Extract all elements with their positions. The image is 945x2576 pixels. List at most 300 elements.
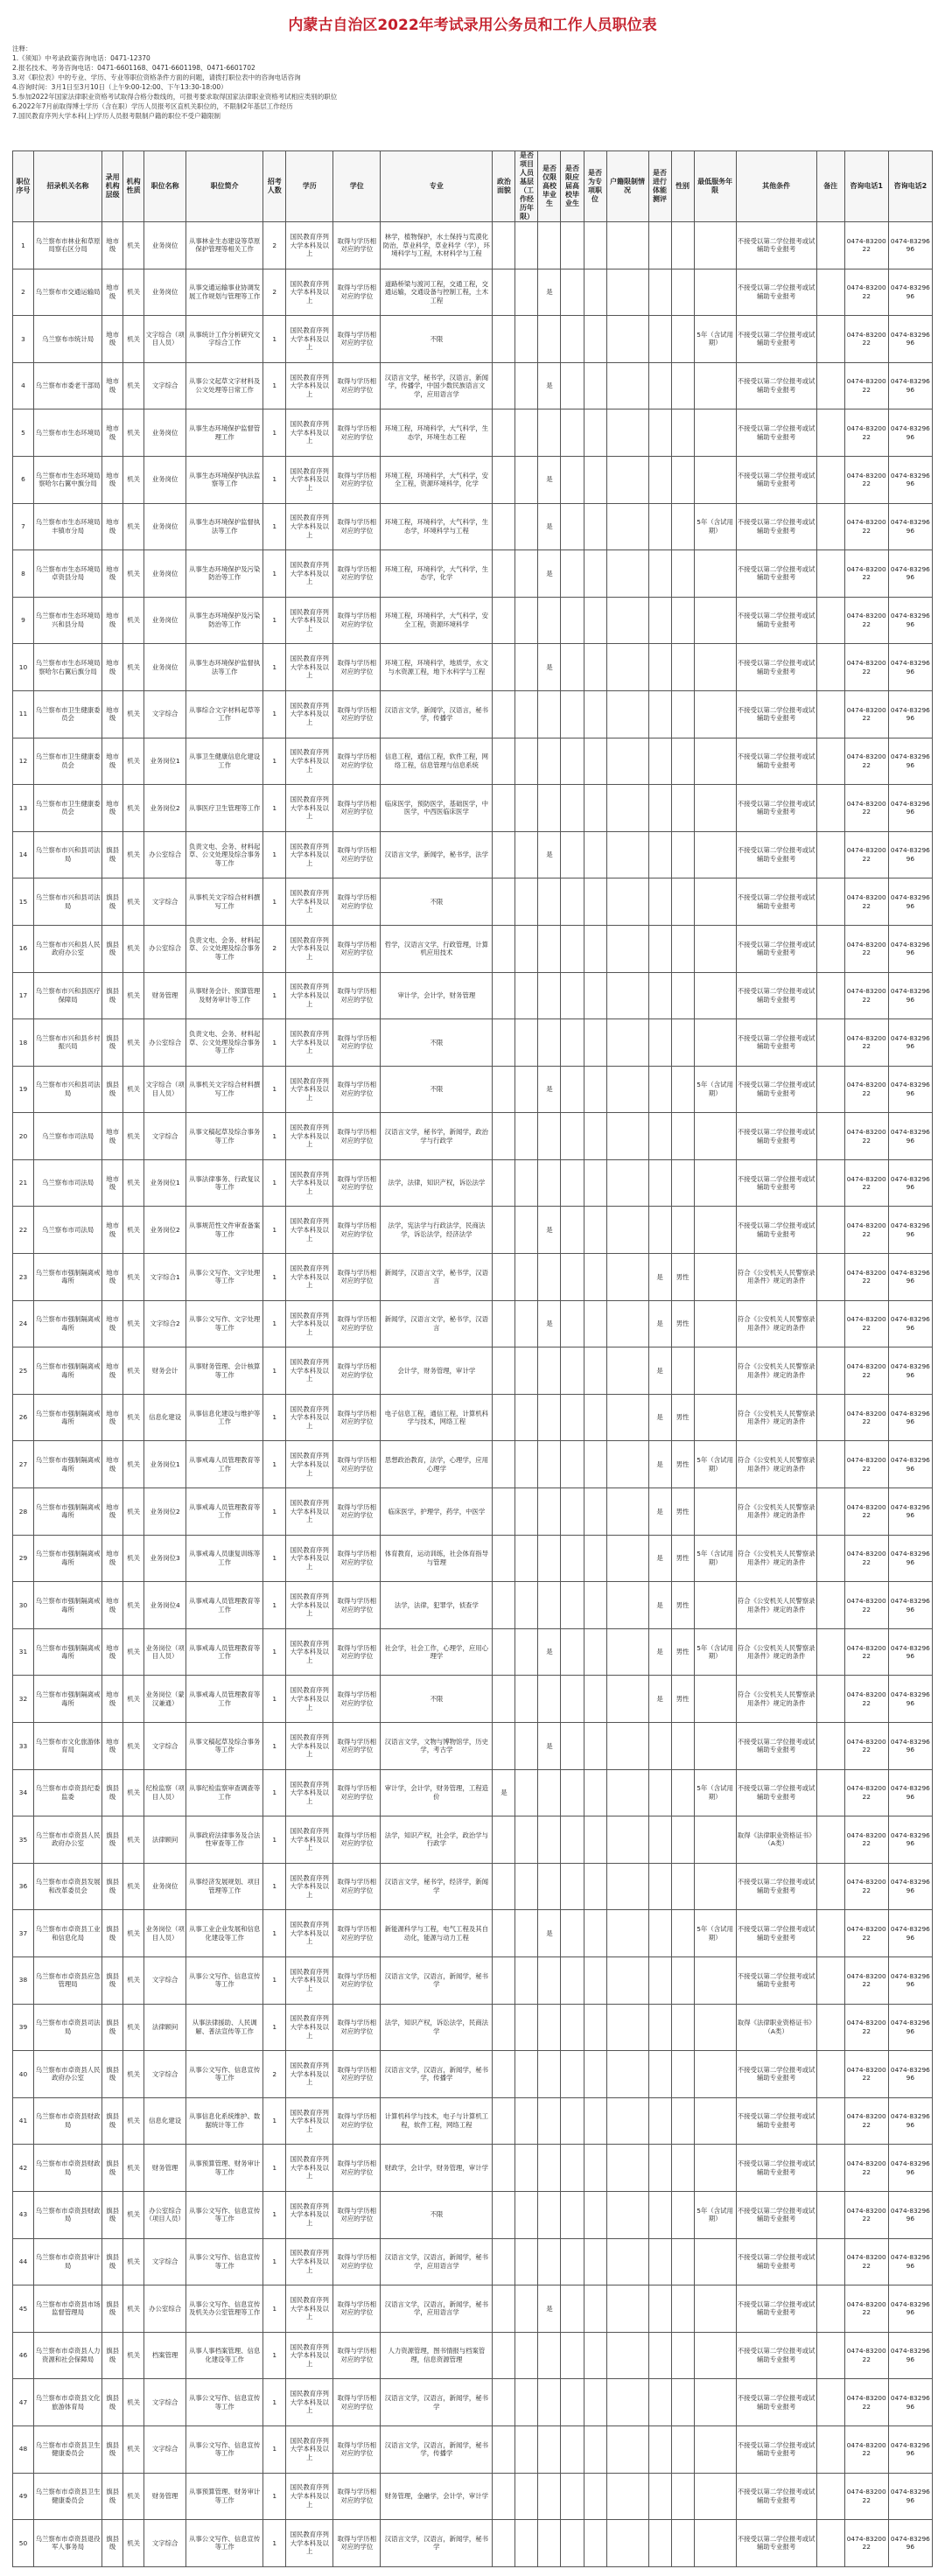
- table-cell: 业务岗位（项目人员）: [144, 1628, 186, 1676]
- table-cell: 26: [13, 1394, 34, 1441]
- table-cell: 地市级: [102, 1113, 123, 1160]
- table-row: [13, 1207, 933, 1254]
- table-cell: 汉语言文学，汉语言，新闻学，秘书学，应用语言学: [381, 2286, 493, 2333]
- table-cell: [561, 1582, 584, 1629]
- table-cell: 机关: [123, 2004, 144, 2051]
- table-cell: [561, 1676, 584, 1723]
- table-cell: 乌兰察布市生态环境局丰镇市分局: [34, 503, 102, 550]
- table-cell: 业务岗位（项目人员）: [144, 1910, 186, 1957]
- table-cell: [606, 2145, 648, 2192]
- table-cell: [515, 362, 538, 410]
- table-cell: 0474-8320022: [844, 1066, 888, 1113]
- table-cell: 0474-8329696: [888, 2097, 932, 2145]
- table-cell: [493, 1019, 515, 1067]
- table-cell: 机关: [123, 1019, 144, 1067]
- table-cell: [493, 2332, 515, 2379]
- table-cell: 从事林业生态建设等草原保护管理等相关工作: [186, 222, 263, 270]
- table-cell: [515, 1207, 538, 1254]
- table-cell: [648, 550, 671, 598]
- table-cell: [694, 362, 736, 410]
- table-cell: [648, 1956, 671, 2004]
- table-cell: [648, 690, 671, 738]
- table-cell: [561, 2286, 584, 2333]
- table-cell: 不接受以第二学位报考或试辅助专业报考: [736, 597, 816, 644]
- table-cell: 机关: [123, 972, 144, 1019]
- table-cell: 乌兰察布市生态环境局察哈尔右翼后旗分局: [34, 644, 102, 691]
- table-row: [13, 1113, 933, 1160]
- table-cell: 48: [13, 2426, 34, 2473]
- table-cell: 从事统计工作分析研究文字综合工作: [186, 316, 263, 363]
- table-cell: [606, 1113, 648, 1160]
- table-cell: [816, 1113, 844, 1160]
- table-cell: 是: [538, 1628, 561, 1676]
- table-cell: 0474-8320022: [844, 456, 888, 503]
- table-cell: [538, 1254, 561, 1301]
- table-cell: 不接受以第二学位报考或试辅助专业报考: [736, 925, 816, 972]
- table-cell: 8: [13, 550, 34, 598]
- table-cell: 汉语言文学，汉语言，新闻学，秘书学: [381, 2520, 493, 2567]
- table-cell: 取得与学历相对应的学位: [333, 1019, 381, 1067]
- table-cell: [561, 1628, 584, 1676]
- table-cell: 0474-8329696: [888, 2426, 932, 2473]
- table-cell: [694, 878, 736, 926]
- table-cell: 机关: [123, 644, 144, 691]
- table-cell: [515, 1066, 538, 1113]
- table-cell: [584, 1956, 606, 2004]
- table-cell: 0474-8320022: [844, 925, 888, 972]
- table-cell: 取得与学历相对应的学位: [333, 2004, 381, 2051]
- table-cell: 乌兰察布市生态环境局察哈尔右翼中旗分局: [34, 456, 102, 503]
- table-cell: 从事公文写作、文字处理等工作: [186, 1300, 263, 1348]
- table-row: [13, 1394, 933, 1441]
- table-cell: 乌兰察布市卓资县司法局: [34, 2004, 102, 2051]
- table-cell: 24: [13, 1300, 34, 1348]
- table-cell: 不接受以第二学位报考或试辅助专业报考: [736, 878, 816, 926]
- table-cell: [816, 1535, 844, 1582]
- table-cell: [648, 2379, 671, 2426]
- table-cell: [648, 1207, 671, 1254]
- table-cell: [606, 738, 648, 785]
- table-cell: [561, 410, 584, 457]
- table-cell: [694, 1816, 736, 1864]
- table-cell: [584, 503, 606, 550]
- table-cell: 取得与学历相对应的学位: [333, 1254, 381, 1301]
- table-cell: 0474-8329696: [888, 1769, 932, 1816]
- table-cell: 机关: [123, 2145, 144, 2192]
- table-cell: 0474-8320022: [844, 362, 888, 410]
- table-cell: 不接受以第二学位报考或试辅助专业报考: [736, 831, 816, 878]
- table-cell: [584, 222, 606, 270]
- table-cell: [648, 1113, 671, 1160]
- table-cell: [538, 2191, 561, 2238]
- table-cell: 纪检监察（项目人员）: [144, 1769, 186, 1816]
- table-cell: [671, 503, 694, 550]
- table-cell: 地市级: [102, 550, 123, 598]
- table-cell: 信息化建设: [144, 1394, 186, 1441]
- table-cell: [816, 1582, 844, 1629]
- table-cell: 5年（含试用期）: [694, 1066, 736, 1113]
- table-cell: 取得与学历相对应的学位: [333, 2379, 381, 2426]
- table-cell: 0474-8320022: [844, 269, 888, 316]
- table-cell: 机关: [123, 1723, 144, 1770]
- table-cell: [816, 2191, 844, 2238]
- table-row: [13, 1300, 933, 1348]
- table-row: [13, 1769, 933, 1816]
- table-cell: 不限: [381, 316, 493, 363]
- table-cell: [671, 2426, 694, 2473]
- table-cell: 0474-8329696: [888, 2145, 932, 2192]
- table-cell: 0474-8329696: [888, 1535, 932, 1582]
- table-cell: 0474-8329696: [888, 972, 932, 1019]
- table-cell: 36: [13, 1863, 34, 1910]
- table-cell: 环境工程，环境科学，大气科学，安全工程，资源环境科学: [381, 597, 493, 644]
- table-cell: 32: [13, 1676, 34, 1723]
- table-cell: [606, 1769, 648, 1816]
- table-cell: 乌兰察布市司法局: [34, 1159, 102, 1207]
- table-cell: 不接受以第二学位报考或试辅助专业报考: [736, 2238, 816, 2286]
- table-cell: [671, 831, 694, 878]
- table-cell: 取得与学历相对应的学位: [333, 1676, 381, 1723]
- table-cell: [515, 1863, 538, 1910]
- table-cell: 从事戒毒人员管理教育等工作: [186, 1676, 263, 1723]
- table-cell: 1: [263, 1394, 286, 1441]
- table-cell: 2: [13, 269, 34, 316]
- table-cell: 旗县级: [102, 2379, 123, 2426]
- table-cell: 机关: [123, 690, 144, 738]
- table-cell: [694, 2426, 736, 2473]
- table-cell: 1: [263, 2145, 286, 2192]
- table-cell: [584, 972, 606, 1019]
- table-cell: [493, 1441, 515, 1488]
- table-cell: [515, 1441, 538, 1488]
- table-row: [13, 2520, 933, 2567]
- table-cell: [561, 1019, 584, 1067]
- table-cell: 国民教育序列大学本科及以上: [286, 222, 333, 270]
- table-cell: [816, 1628, 844, 1676]
- table-cell: [694, 1207, 736, 1254]
- table-cell: [584, 2004, 606, 2051]
- table-cell: 不限: [381, 2191, 493, 2238]
- column-header: 是否限应届高校毕业生: [561, 151, 584, 222]
- table-cell: 国民教育序列大学本科及以上: [286, 410, 333, 457]
- table-cell: 取得与学历相对应的学位: [333, 2238, 381, 2286]
- table-cell: [694, 972, 736, 1019]
- table-cell: [584, 1113, 606, 1160]
- table-cell: 国民教育序列大学本科及以上: [286, 1910, 333, 1957]
- table-cell: 0474-8320022: [844, 2286, 888, 2333]
- table-cell: [816, 1441, 844, 1488]
- table-cell: [493, 2520, 515, 2567]
- table-cell: [515, 2473, 538, 2520]
- table-cell: 是: [648, 1488, 671, 1536]
- table-row: [13, 597, 933, 644]
- table-cell: [538, 316, 561, 363]
- table-cell: [648, 456, 671, 503]
- table-cell: [694, 1394, 736, 1441]
- table-cell: [584, 1582, 606, 1629]
- table-cell: [515, 1676, 538, 1723]
- table-cell: [671, 2379, 694, 2426]
- table-cell: [584, 456, 606, 503]
- column-header: 性别: [671, 151, 694, 222]
- table-cell: 国民教育序列大学本科及以上: [286, 1628, 333, 1676]
- table-cell: 男性: [671, 1628, 694, 1676]
- table-cell: [606, 1723, 648, 1770]
- table-cell: [515, 1956, 538, 2004]
- column-header: 是否项目人员基层（工作经历年限）: [515, 151, 538, 222]
- table-cell: [493, 1910, 515, 1957]
- table-cell: 旗县级: [102, 2426, 123, 2473]
- table-cell: 取得与学历相对应的学位: [333, 1441, 381, 1488]
- table-cell: 机关: [123, 597, 144, 644]
- table-cell: 机关: [123, 2473, 144, 2520]
- table-cell: 人力资源管理，图书情报与档案管理，信息资源管理: [381, 2332, 493, 2379]
- table-cell: [671, 972, 694, 1019]
- table-cell: [648, 644, 671, 691]
- table-cell: 国民教育序列大学本科及以上: [286, 2191, 333, 2238]
- table-cell: [493, 2238, 515, 2286]
- table-cell: [671, 362, 694, 410]
- table-cell: 取得与学历相对应的学位: [333, 1628, 381, 1676]
- table-cell: 机关: [123, 1207, 144, 1254]
- table-cell: 取得与学历相对应的学位: [333, 1159, 381, 1207]
- table-cell: 男性: [671, 1300, 694, 1348]
- table-cell: 汉语言文学，新闻学，秘书学，法学: [381, 831, 493, 878]
- table-cell: [816, 1956, 844, 2004]
- table-cell: 机关: [123, 503, 144, 550]
- table-cell: [561, 2520, 584, 2567]
- table-cell: 0474-8320022: [844, 1159, 888, 1207]
- table-cell: 办公室综合（项目人员）: [144, 2191, 186, 2238]
- table-cell: 46: [13, 2332, 34, 2379]
- table-cell: 乌兰察布市卓资县纪委监委: [34, 1769, 102, 1816]
- table-cell: 旗县级: [102, 2051, 123, 2098]
- table-cell: [606, 503, 648, 550]
- table-cell: 业务岗位: [144, 410, 186, 457]
- table-cell: 1: [263, 362, 286, 410]
- table-cell: [538, 1816, 561, 1864]
- table-cell: [694, 2145, 736, 2192]
- table-cell: 男性: [671, 1535, 694, 1582]
- table-cell: 审计学，会计学，财务管理: [381, 972, 493, 1019]
- table-cell: [816, 1816, 844, 1864]
- table-cell: [816, 2051, 844, 2098]
- table-cell: 从事机关文字综合材料撰写工作: [186, 1066, 263, 1113]
- table-cell: 1: [263, 831, 286, 878]
- table-cell: 乌兰察布市卓资县审计局: [34, 2238, 102, 2286]
- table-cell: [561, 2004, 584, 2051]
- table-cell: [493, 2145, 515, 2192]
- table-cell: 乌兰察布市林业和草原局察右区分局: [34, 222, 102, 270]
- table-cell: [606, 925, 648, 972]
- table-cell: [493, 1535, 515, 1582]
- table-cell: 0474-8329696: [888, 410, 932, 457]
- table-cell: 是: [648, 1676, 671, 1723]
- table-cell: 5年（含试用期）: [694, 316, 736, 363]
- table-cell: [561, 1113, 584, 1160]
- table-cell: 地市级: [102, 1723, 123, 1770]
- table-cell: 思想政治教育，法学，心理学，应用心理学: [381, 1441, 493, 1488]
- table-cell: 旗县级: [102, 2238, 123, 2286]
- table-cell: [515, 1769, 538, 1816]
- table-cell: [606, 972, 648, 1019]
- table-cell: [515, 1019, 538, 1067]
- table-cell: 是: [648, 1535, 671, 1582]
- table-cell: [648, 1019, 671, 1067]
- table-cell: 办公室综合: [144, 1019, 186, 1067]
- table-cell: [816, 1348, 844, 1395]
- table-cell: [816, 269, 844, 316]
- note-line: 3.对《职位表》中的专业、学历、专业等职位资格条件方面的问题，请拨打职位表中的咨询电话咨询: [12, 74, 301, 81]
- table-cell: [538, 1019, 561, 1067]
- table-cell: [584, 2379, 606, 2426]
- table-cell: [648, 1066, 671, 1113]
- table-cell: 国民教育序列大学本科及以上: [286, 316, 333, 363]
- table-cell: 不接受以第二学位报考或试辅助专业报考: [736, 503, 816, 550]
- table-cell: 1: [263, 2426, 286, 2473]
- table-row: [13, 1488, 933, 1536]
- table-cell: [584, 1910, 606, 1957]
- table-cell: 0474-8329696: [888, 1628, 932, 1676]
- table-cell: 地市级: [102, 456, 123, 503]
- table-cell: 地市级: [102, 1628, 123, 1676]
- table-cell: 0474-8320022: [844, 1816, 888, 1864]
- table-cell: 50: [13, 2520, 34, 2567]
- table-cell: 2: [263, 222, 286, 270]
- table-cell: 1: [263, 1723, 286, 1770]
- table-cell: 旗县级: [102, 878, 123, 926]
- table-cell: 从事公文写作、信息宣传等工作: [186, 2426, 263, 2473]
- table-cell: [561, 503, 584, 550]
- table-cell: 49: [13, 2473, 34, 2520]
- table-cell: 乌兰察布市交通运输局: [34, 269, 102, 316]
- table-cell: [561, 690, 584, 738]
- table-cell: [538, 738, 561, 785]
- table-cell: 机关: [123, 1910, 144, 1957]
- table-row: [13, 1159, 933, 1207]
- table-cell: 取得与学历相对应的学位: [333, 1113, 381, 1160]
- table-cell: 0474-8329696: [888, 2332, 932, 2379]
- column-header: 学位: [333, 151, 381, 222]
- table-cell: [584, 1348, 606, 1395]
- table-cell: 乌兰察布市强制隔离戒毒所: [34, 1300, 102, 1348]
- table-cell: [515, 925, 538, 972]
- table-cell: 0474-8320022: [844, 1535, 888, 1582]
- table-cell: 12: [13, 738, 34, 785]
- table-cell: 乌兰察布市卓资县文化旅游体育局: [34, 2379, 102, 2426]
- table-cell: [515, 269, 538, 316]
- table-cell: [538, 2004, 561, 2051]
- table-cell: 0474-8329696: [888, 269, 932, 316]
- table-cell: 0474-8320022: [844, 1207, 888, 1254]
- table-cell: 0474-8320022: [844, 503, 888, 550]
- table-cell: [493, 1207, 515, 1254]
- table-cell: 国民教育序列大学本科及以上: [286, 925, 333, 972]
- table-cell: [648, 2051, 671, 2098]
- table-cell: 从事医疗卫生管理等工作: [186, 785, 263, 832]
- table-cell: [515, 222, 538, 270]
- table-cell: 财务管理: [144, 2473, 186, 2520]
- table-cell: 1: [263, 1113, 286, 1160]
- table-cell: 负责文电、会务、材料起草、公文处理及综合事务等工作: [186, 1019, 263, 1067]
- table-row: [13, 1254, 933, 1301]
- table-cell: 0474-8320022: [844, 2191, 888, 2238]
- table-cell: 符合《公安机关人民警察录用条件》规定的条件: [736, 1441, 816, 1488]
- table-body: [13, 222, 933, 2567]
- table-cell: [606, 878, 648, 926]
- table-cell: 0474-8320022: [844, 1348, 888, 1395]
- table-cell: 29: [13, 1535, 34, 1582]
- table-cell: [538, 1394, 561, 1441]
- table-cell: 不接受以第二学位报考或试辅助专业报考: [736, 1066, 816, 1113]
- table-cell: 业务岗位2: [144, 1207, 186, 1254]
- table-cell: [561, 1910, 584, 1957]
- table-cell: 0474-8320022: [844, 1956, 888, 2004]
- table-cell: 业务岗位（蒙汉兼通）: [144, 1676, 186, 1723]
- table-cell: 不接受以第二学位报考或试辅助专业报考: [736, 2379, 816, 2426]
- table-cell: [816, 597, 844, 644]
- table-row: [13, 690, 933, 738]
- table-cell: 从事公文写作、信息宣传等工作: [186, 2051, 263, 2098]
- table-cell: 2: [263, 269, 286, 316]
- table-cell: 乌兰察布市卓资县发展和改革委员会: [34, 1863, 102, 1910]
- table-cell: 是: [538, 1066, 561, 1113]
- table-cell: 旗县级: [102, 2145, 123, 2192]
- table-cell: [561, 1394, 584, 1441]
- table-cell: 1: [263, 410, 286, 457]
- table-row: [13, 878, 933, 926]
- table-cell: 新闻学，汉语言文学，秘书学，汉语言: [381, 1300, 493, 1348]
- table-cell: 取得与学历相对应的学位: [333, 878, 381, 926]
- table-cell: 乌兰察布市强制隔离戒毒所: [34, 1535, 102, 1582]
- table-cell: 1: [263, 1254, 286, 1301]
- table-cell: 不接受以第二学位报考或试辅助专业报考: [736, 550, 816, 598]
- table-cell: [515, 2004, 538, 2051]
- table-cell: [694, 410, 736, 457]
- table-cell: 国民教育序列大学本科及以上: [286, 1394, 333, 1441]
- table-cell: [606, 1394, 648, 1441]
- column-header: 其他条件: [736, 151, 816, 222]
- table-cell: 地市级: [102, 1159, 123, 1207]
- table-cell: 旗县级: [102, 2473, 123, 2520]
- table-cell: 0474-8329696: [888, 1582, 932, 1629]
- table-cell: 财务管理: [144, 2145, 186, 2192]
- table-cell: [694, 1348, 736, 1395]
- table-cell: 0474-8320022: [844, 1582, 888, 1629]
- table-cell: 旗县级: [102, 2097, 123, 2145]
- table-cell: [671, 2473, 694, 2520]
- table-cell: 机关: [123, 1300, 144, 1348]
- table-row: [13, 1863, 933, 1910]
- table-cell: 从事戒毒人员管理教育等工作: [186, 1441, 263, 1488]
- table-cell: [816, 2286, 844, 2333]
- table-cell: 国民教育序列大学本科及以上: [286, 1300, 333, 1348]
- table-cell: 不接受以第二学位报考或试辅助专业报考: [736, 222, 816, 270]
- table-cell: 国民教育序列大学本科及以上: [286, 2145, 333, 2192]
- table-cell: 地市级: [102, 503, 123, 550]
- table-cell: [816, 738, 844, 785]
- table-cell: 业务岗位: [144, 644, 186, 691]
- table-cell: [671, 1863, 694, 1910]
- table-cell: 男性: [671, 1488, 694, 1536]
- table-cell: [584, 1300, 606, 1348]
- table-cell: [671, 1723, 694, 1770]
- table-cell: 乌兰察布市委老干部局: [34, 362, 102, 410]
- table-cell: 1: [263, 316, 286, 363]
- table-cell: [694, 456, 736, 503]
- table-cell: 从事生态环境保护监督执法等工作: [186, 503, 263, 550]
- table-cell: 0474-8329696: [888, 1066, 932, 1113]
